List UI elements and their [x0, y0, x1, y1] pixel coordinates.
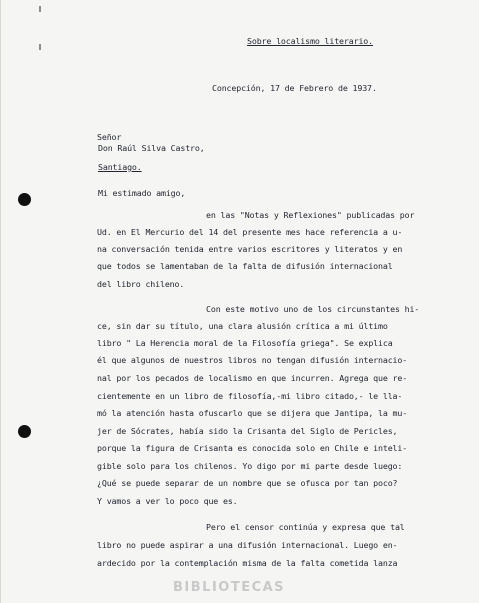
body-line: ce, sin dar su título, una clara alusión crítica a mi último — [97, 321, 388, 331]
library-watermark: BIBLIOTECAS — [173, 580, 286, 595]
body-line: gible solo para los chilenos. Yo digo por mi parte desde luego: — [97, 461, 403, 471]
punch-hole-icon — [18, 193, 31, 206]
letter-title: Sobre localismo literario. — [247, 36, 373, 46]
body-line: nal por los pecados de localismo en que incurren. Agrega que re- — [97, 373, 408, 383]
margin-mark — [39, 6, 41, 12]
body-line: él que algunos de nuestros libros no tengan difusión internacio- — [97, 355, 408, 365]
body-line: Pero el censor continúa y expresa que tal — [206, 522, 405, 532]
body-line: libro " La Herencia moral de la Filosofía griega". Se explica — [97, 338, 393, 348]
body-line: Y vamos a ver lo poco que es. — [97, 496, 238, 506]
recipient-line: Don Raúl Silva Castro, — [98, 143, 205, 153]
margin-mark — [39, 44, 41, 50]
body-line: ¿Qué se puede separar de un nombre que se ofusca por tan poco? — [97, 478, 398, 488]
recipient-line: Señor — [97, 132, 122, 142]
date-line: Concepción, 17 de Febrero de 1937. — [212, 83, 377, 93]
body-line: na conversación tenida entre varios escritores y literatos y en — [97, 244, 403, 254]
body-line: cientemente en un libro de filosofía,-mi libro citado,- le lla- — [97, 391, 403, 401]
body-line: que todos se lamentaban de la falta de difusión internacional — [97, 261, 393, 271]
recipient-city: Santiago. — [98, 162, 142, 172]
punch-hole-icon — [18, 425, 31, 438]
salutation: Mi estimado amigo, — [98, 188, 186, 198]
body-line: porque la figura de Crisanta es conocida solo en Chile e inteli- — [97, 443, 408, 453]
body-line: en las "Notas y Reflexiones" publicadas por — [206, 210, 415, 220]
body-line: del libro chileno. — [97, 279, 185, 289]
body-line: mó la atención hasta ofuscarlo que se dijera que Jantipa, la mu- — [97, 408, 408, 418]
body-line: Con este motivo uno de los circunstantes hi- — [206, 304, 420, 314]
body-line: libro no puede aspirar a una difusión internacional. Luego en- — [97, 540, 398, 550]
body-line: jer de Sócrates, había sido la Crisanta del Siglo de Pericles, — [97, 426, 398, 436]
body-line: Ud. en El Mercurio del 14 del presente mes hace referencia a u- — [97, 227, 403, 237]
body-line: ardecido por la contemplación misma de la falta cometida lanza — [97, 558, 398, 568]
